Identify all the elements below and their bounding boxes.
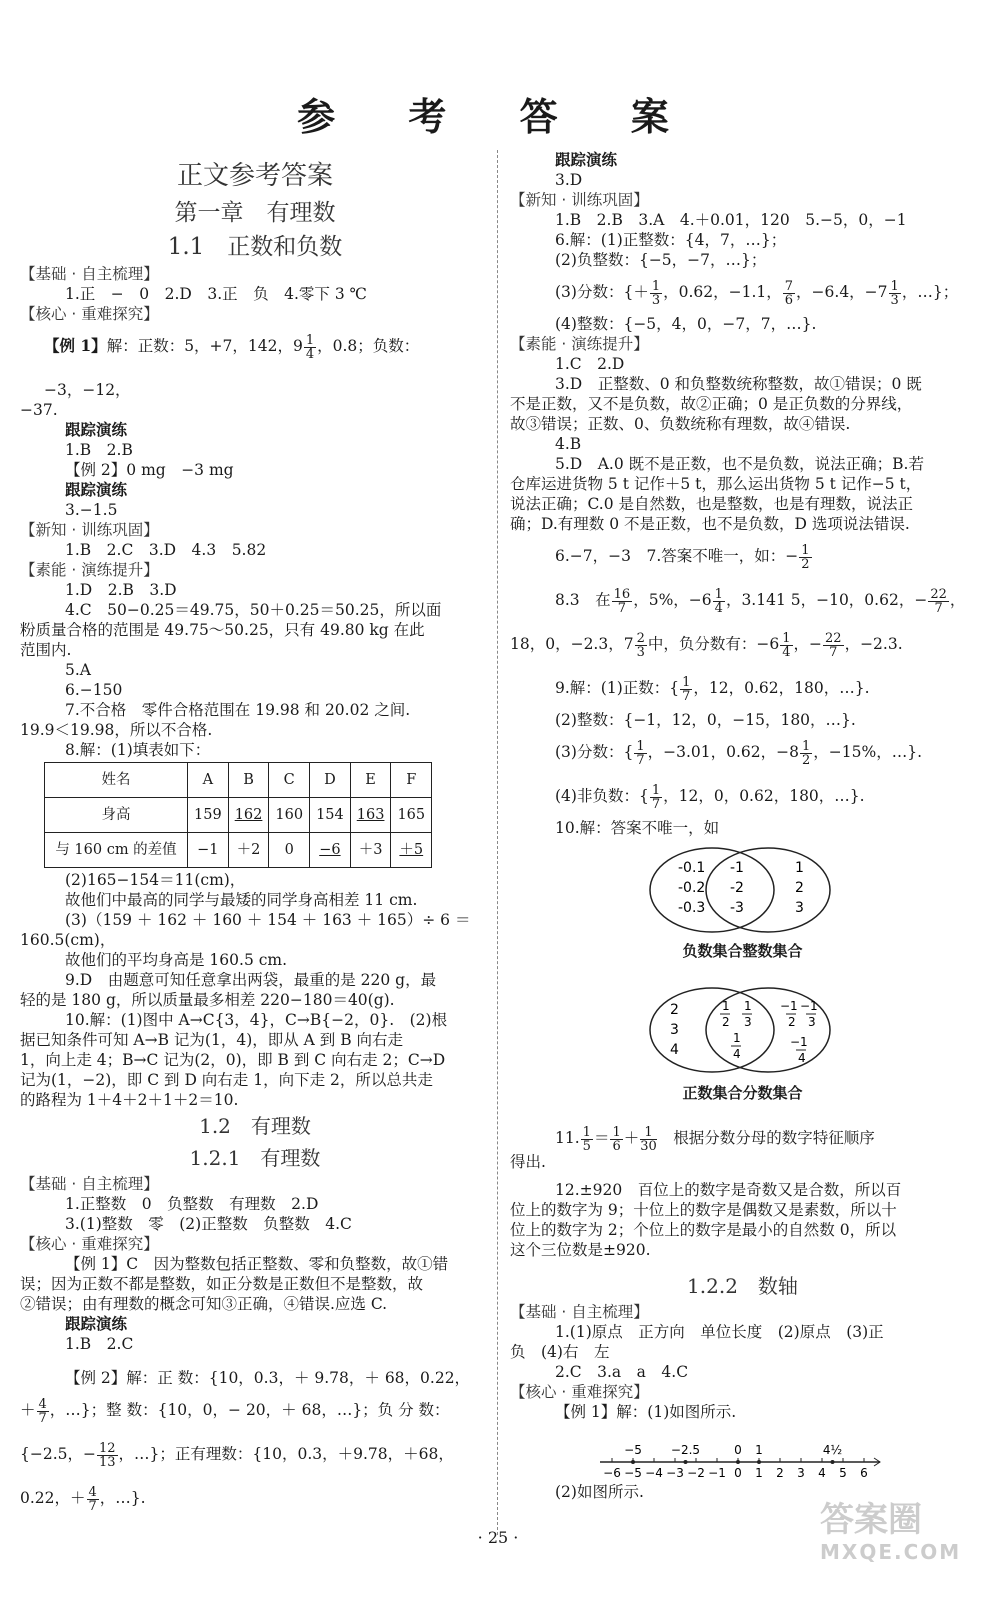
axis-tick-label: 2: [776, 1466, 784, 1480]
answer-line: 位上的数字为 9；十位上的数字是偶数又是素数，所以十: [510, 1201, 897, 1219]
answer-line: {−2.5，− $\frac{12}{13}$ ，…}；正有理数：{10，0.3，＋9.78，＋68，: [20, 1440, 454, 1470]
axis-point: [736, 1460, 740, 1464]
venn-label: -0.2: [678, 880, 706, 896]
answer-line: 9.D 由题意可知任意拿出两袋，最重的是 220 g，最: [65, 971, 437, 989]
answer-line: 1.B 2.C 3.D 4.3 5.82: [65, 541, 267, 559]
answer-line: 确；D.有理数 0 不是正数，也不是负数，D 选项说法错误.: [510, 515, 910, 533]
answer-line: (4)整数：{−5，4，0，−7，7，…}.: [555, 315, 817, 333]
heading-chapter: 第一章 有理数: [174, 200, 336, 226]
section-label: 【基础 · 自主梳理】: [20, 265, 159, 283]
subheading: 跟踪演练: [65, 480, 128, 499]
answer-line: −37.: [20, 401, 58, 419]
fraction: $\frac{12}{13}$: [99, 1440, 116, 1470]
answer-line: 10.解：答案不唯一，如: [555, 819, 720, 837]
answer-line: 10.解：(1)图中 A→C{3，4}，C→B{−2，0}. (2)根: [65, 1011, 448, 1029]
axis-point-label: 1: [755, 1443, 763, 1457]
svg-text:2: 2: [722, 1015, 730, 1029]
venn-label: 3: [670, 1022, 679, 1038]
answer-line: 1.(1)原点 正方向 单位长度 (2)原点 (3)正: [555, 1323, 884, 1341]
answer-line: 记为(1，−2)，即 C 到 D 向右走 1，向下走 2，所以总共走: [20, 1071, 433, 1089]
venn-caption: 负数集合整数集合: [682, 942, 803, 960]
answer-line: 【例 1】解：正数：5，+7，142，9 $\frac{1}{4}$ ，0.8；负数：−3，−12，: [44, 332, 420, 399]
section-label: 【新知 · 训练巩固】: [510, 191, 649, 209]
axis-tick-label: −2: [687, 1466, 705, 1480]
answer-line: 160.5(cm)，: [20, 931, 116, 949]
answer-line: ②错误；由有理数的概念可知③正确，④错误.应选 C.: [20, 1295, 388, 1313]
axis-tick-label: 6: [860, 1466, 868, 1480]
section-label: 【基础 · 自主梳理】: [510, 1303, 649, 1321]
fraction: $\frac{1}{2}$: [801, 542, 810, 572]
answer-line: 仓库运进货物 5 t 记作＋5 t，那么运出货物 5 t 记作−5 t，: [510, 475, 922, 493]
axis-tick-label: 0: [734, 1466, 742, 1480]
fraction: $\frac{1}{7}$: [682, 674, 691, 704]
venn-label: -2: [730, 880, 744, 896]
watermark-logo: 答案圈 MXQE.COM: [820, 1500, 962, 1564]
fraction: $\frac{1}{2}$: [801, 738, 811, 768]
answer-line: (2)165−154＝11(cm)，: [65, 871, 246, 889]
subheading: 跟踪演练: [555, 150, 618, 169]
venn-ellipse-negative: [650, 848, 774, 932]
answer-line: 1.B 2.B 3.A 4.＋0.01，120 5.−5，0，−1: [555, 211, 907, 229]
axis-tick-label: 5: [839, 1466, 847, 1480]
fraction: $\frac{1}{3}$: [651, 278, 661, 308]
section-label: 【核心 · 重难探究】: [510, 1383, 649, 1401]
fraction: $\frac{4}{7}$: [38, 1396, 47, 1426]
table-row: 与 160 cm 的差值 −1 ＋2 0 −6 ＋3 ＋5: [45, 833, 432, 868]
answer-line: (4)非负数：{ $\frac{1}{7}$ ，12，0，0.62，180，…}.: [555, 782, 865, 812]
axis-point-label: −5: [624, 1443, 642, 1457]
svg-text:−1: −1: [780, 999, 798, 1013]
left-column: [20, 150, 490, 1520]
answer-line: (3)（159 ＋ 162 ＋ 160 ＋ 154 ＋ 163 ＋ 165）÷ 6 ＝: [65, 911, 471, 929]
axis-point: [631, 1460, 635, 1464]
axis-point: [757, 1460, 761, 1464]
venn-ellipse-integer: [706, 848, 830, 932]
fraction: $\frac{1}{7}$: [651, 782, 661, 812]
axis-point: [831, 1460, 835, 1464]
column-divider: [497, 150, 499, 1535]
answer-line: 4.B: [555, 435, 582, 453]
answer-line: 11. $\frac{1}{5}$ ＝ $\frac{1}{6}$ ＋ $\frac{1}{30}$ 根据分数分母的数字特征顺序: [555, 1124, 875, 1154]
answer-line: 9.解：(1)正数：{ $\frac{1}{7}$ ，12，0.62，180，…}.: [555, 674, 870, 704]
fraction: $\frac{1}{4}$: [714, 586, 723, 616]
fraction: $\frac{1}{5}$: [582, 1124, 591, 1154]
answer-line: 1.正 − 0 2.D 3.正 负 4.零下 3 ℃: [65, 285, 367, 303]
svg-text:1: 1: [733, 1031, 741, 1045]
axis-point: [684, 1460, 688, 1464]
fraction: $\frac{1}{7}$: [636, 738, 645, 768]
answer-line: 1.B 2.C: [65, 1335, 134, 1353]
svg-text:−1: −1: [790, 1035, 808, 1049]
axis-tick-label: 3: [797, 1466, 805, 1480]
answer-line: 6.−150: [65, 681, 123, 699]
answer-line: 这个三位数是±920.: [510, 1241, 651, 1259]
fraction: $\frac{22}{7}$: [825, 630, 842, 660]
answer-line: (2)负整数：{−5，−7，…}；: [555, 251, 767, 269]
answer-line: 2.C 3.a a 4.C: [555, 1363, 689, 1381]
table-row: 身高 159 162 160 154 163 165: [45, 798, 432, 833]
fraction: $\frac{1}{6}$: [612, 1124, 621, 1154]
fraction: $\frac{16}{7}$: [613, 586, 631, 616]
answer-line: 【例 2】解：正 数：{10，0.3，＋ 9.78，＋ 68，0.22，: [65, 1369, 471, 1387]
venn-label: -3: [730, 900, 744, 916]
answer-line: 故他们中最高的同学与最矮的同学身高相差 11 cm.: [65, 891, 418, 909]
axis-tick-label: −1: [708, 1466, 726, 1480]
answer-line: 5.A: [65, 661, 91, 679]
section-label: 【素能 · 演练提升】: [510, 335, 649, 353]
right-column: [510, 150, 975, 1502]
venn-label: 4: [670, 1042, 679, 1058]
section-label: 【素能 · 演练提升】: [20, 561, 159, 579]
answer-line: 位上的数字为 2；个位上的数字是最小的自然数 0，所以: [510, 1221, 897, 1239]
page-title: 参 考 答 案: [297, 95, 699, 139]
venn-label: -0.1: [678, 860, 706, 876]
fraction: $\frac{2}{3}$: [636, 630, 645, 660]
answer-line: 3.D 正整数、0 和负整数统称整数，故①错误；0 既: [555, 375, 922, 393]
answer-line: 1.B 2.B: [65, 441, 133, 459]
venn-diagram-positive-fraction: [640, 980, 840, 1080]
answer-line: 故③错误；正数、0、负数统称有理数，故④错误.: [510, 415, 851, 433]
answer-line: 据已知条件可知 A→B 记为(1，4)，即从 A 到 B 向右走: [20, 1031, 404, 1049]
venn-label: 2: [795, 880, 804, 896]
answer-line: 范围内.: [20, 641, 72, 659]
answer-line: 1.D 2.B 3.D: [65, 581, 177, 599]
section-label: 【基础 · 自主梳理】: [20, 1175, 159, 1193]
svg-text:3: 3: [808, 1015, 816, 1029]
answer-line: 【例 2】0 mg −3 mg: [65, 461, 234, 479]
subheading: 跟踪演练: [65, 420, 128, 439]
venn-label: 3: [795, 900, 804, 916]
venn-label: -0.3: [678, 900, 706, 916]
example-label: 【例 1】: [44, 336, 107, 355]
answer-line: (3)分数：{＋ $\frac{1}{3}$ ，0.62，−1.1， $\frac{7}{6}$ ，−6.4，−7 $\frac{1}{3}$ ，…}；: [555, 278, 959, 308]
answer-line: 4.C 50−0.25＝49.75，50＋0.25＝50.25，所以面: [65, 601, 442, 619]
fraction: $\frac{22}{7}$: [930, 586, 947, 616]
answer-line: 【例 1】C 因为整数包括正整数、零和负整数，故①错: [65, 1255, 449, 1273]
axis-tick-label: 4: [818, 1466, 826, 1480]
svg-text:1: 1: [722, 999, 730, 1013]
answer-line: 8.解：(1)填表如下：: [65, 741, 211, 759]
section-label: 【新知 · 训练巩固】: [20, 521, 159, 539]
answer-line: 说法正确；C.0 是自然数，也是整数，也是有理数，说法正: [510, 495, 914, 513]
answer-line: 负 (4)右 左: [510, 1343, 610, 1361]
answer-line: 7.不合格 零件合格范围在 19.98 和 20.02 之间.: [65, 701, 411, 719]
axis-tick-label: −3: [666, 1466, 684, 1480]
svg-text:1: 1: [744, 999, 752, 1013]
axis-tick-label: 1: [755, 1466, 763, 1480]
answer-line: (2)整数：{−1，12，0，−15，180，…}.: [555, 711, 856, 729]
axis-tick-label: −6: [603, 1466, 621, 1480]
answer-line: 8.3 在 $\frac{16}{7}$ ，5%，−6 $\frac{1}{4}$ ，3.141 5，−10，0.62，− $\frac{22}{7}$ ，: [555, 586, 966, 616]
heading-1-2: 1.2 有理数: [199, 1114, 311, 1138]
answer-line: 0.22，＋ $\frac{4}{7}$ ，…}.: [20, 1484, 146, 1514]
heading-main: 正文参考答案: [176, 161, 333, 191]
answer-line: 12.±920 百位上的数字是奇数又是合数，所以百: [555, 1181, 902, 1199]
answer-line: 1，向上走 4；B→C 记为(2，0)，即 B 到 C 向右走 2；C→D: [20, 1051, 446, 1069]
answer-line: 【例 1】解：(1)如图所示.: [555, 1403, 737, 1421]
fraction: $\frac{1}{4}$: [305, 332, 315, 362]
venn-diagram-negative-integer: [640, 842, 840, 938]
fraction: $\frac{7}{6}$: [784, 278, 794, 308]
answer-line: 不是正数，又不是负数，故②正确；0 是正负数的分界线，: [510, 395, 913, 413]
answer-line: 19.9＜19.98，所以不合格.: [20, 721, 213, 739]
answer-line: 6.−7，−3 7.答案不唯一，如：− $\frac{1}{2}$: [555, 542, 810, 572]
answer-line: 5.D A.0 既不是正数，也不是负数，说法正确；B.若: [555, 455, 924, 473]
answer-line: 1.正整数 0 负整数 有理数 2.D: [65, 1195, 319, 1213]
answer-line: 3.D: [555, 171, 583, 189]
answer-line: 1.C 2.D: [555, 355, 625, 373]
answer-line: (3)分数：{ $\frac{1}{7}$ ，−3.01，0.62，−8 $\frac{1}{2}$ ，−15%，…}.: [555, 738, 922, 768]
answer-line: 得出.: [510, 1153, 546, 1171]
answer-line: 3.−1.5: [65, 501, 118, 519]
axis-tick-label: −4: [645, 1466, 663, 1480]
answer-line: 粉质量合格的范围是 49.75～50.25，只有 49.80 kg 在此: [20, 621, 425, 639]
venn-label: 2: [670, 1002, 679, 1018]
axis-point-label: 0: [734, 1443, 742, 1457]
table-row: 姓名 A B C D E F: [45, 763, 432, 798]
page-number: · 25 ·: [477, 1528, 519, 1547]
number-line: [600, 1428, 900, 1482]
answer-line: 轻的是 180 g，所以质量最多相差 220−180＝40(g).: [20, 991, 395, 1009]
axis-point-label: 4½: [822, 1443, 843, 1457]
svg-text:3: 3: [744, 1015, 752, 1029]
subheading: 跟踪演练: [65, 1314, 128, 1333]
section-label: 【核心 · 重难探究】: [20, 1235, 159, 1253]
fraction: $\frac{1}{3}$: [890, 278, 899, 308]
axis-tick-label: −5: [624, 1466, 642, 1480]
heading-1-1: 1.1 正数和负数: [167, 234, 343, 260]
answer-line: 6.解：(1)正整数：{4，7，…}；: [555, 231, 787, 249]
answer-line: 3.(1)整数 零 (2)正整数 负整数 4.C: [65, 1215, 352, 1233]
axis-point-label: −2.5: [670, 1443, 701, 1457]
heading-1-2-1: 1.2.1 有理数: [189, 1146, 321, 1170]
heading-1-2-2: 1.2.2 数轴: [687, 1274, 798, 1298]
venn-label: 1: [795, 860, 804, 876]
svg-text:4: 4: [733, 1047, 741, 1061]
venn-fraction-marks: [720, 999, 818, 1065]
svg-text:2: 2: [788, 1015, 796, 1029]
answer-line: 的路程为 1＋4＋2＋1＋2＝10.: [20, 1091, 239, 1109]
section-label: 【核心 · 重难探究】: [20, 305, 159, 323]
height-table: [44, 762, 432, 868]
venn-caption: 正数集合分数集合: [682, 1084, 803, 1102]
answer-line: (2)如图所示.: [555, 1483, 644, 1501]
venn-label: -1: [730, 860, 744, 876]
fraction: $\frac{1}{30}$: [640, 1124, 657, 1154]
answer-line: 误；因为正数不都是整数，如正分数是正数但不是整数，故: [20, 1275, 424, 1293]
svg-text:4: 4: [798, 1051, 806, 1065]
answer-line: 18，0，−2.3，7 $\frac{2}{3}$ 中，负分数有：−6 $\frac{1}{4}$ ，− $\frac{22}{7}$ ，−2.3.: [510, 630, 903, 660]
fraction: $\frac{1}{4}$: [782, 630, 791, 660]
answer-line: ＋ $\frac{4}{7}$ ，…}；整 数：{10，0，− 20，＋ 68，…}；负 分 数：: [20, 1396, 450, 1426]
svg-text:−1: −1: [800, 999, 818, 1013]
answer-line: 故他们的平均身高是 160.5 cm.: [65, 951, 288, 969]
venn-ellipse-positive: [650, 988, 774, 1072]
fraction: $\frac{4}{7}$: [88, 1484, 97, 1514]
